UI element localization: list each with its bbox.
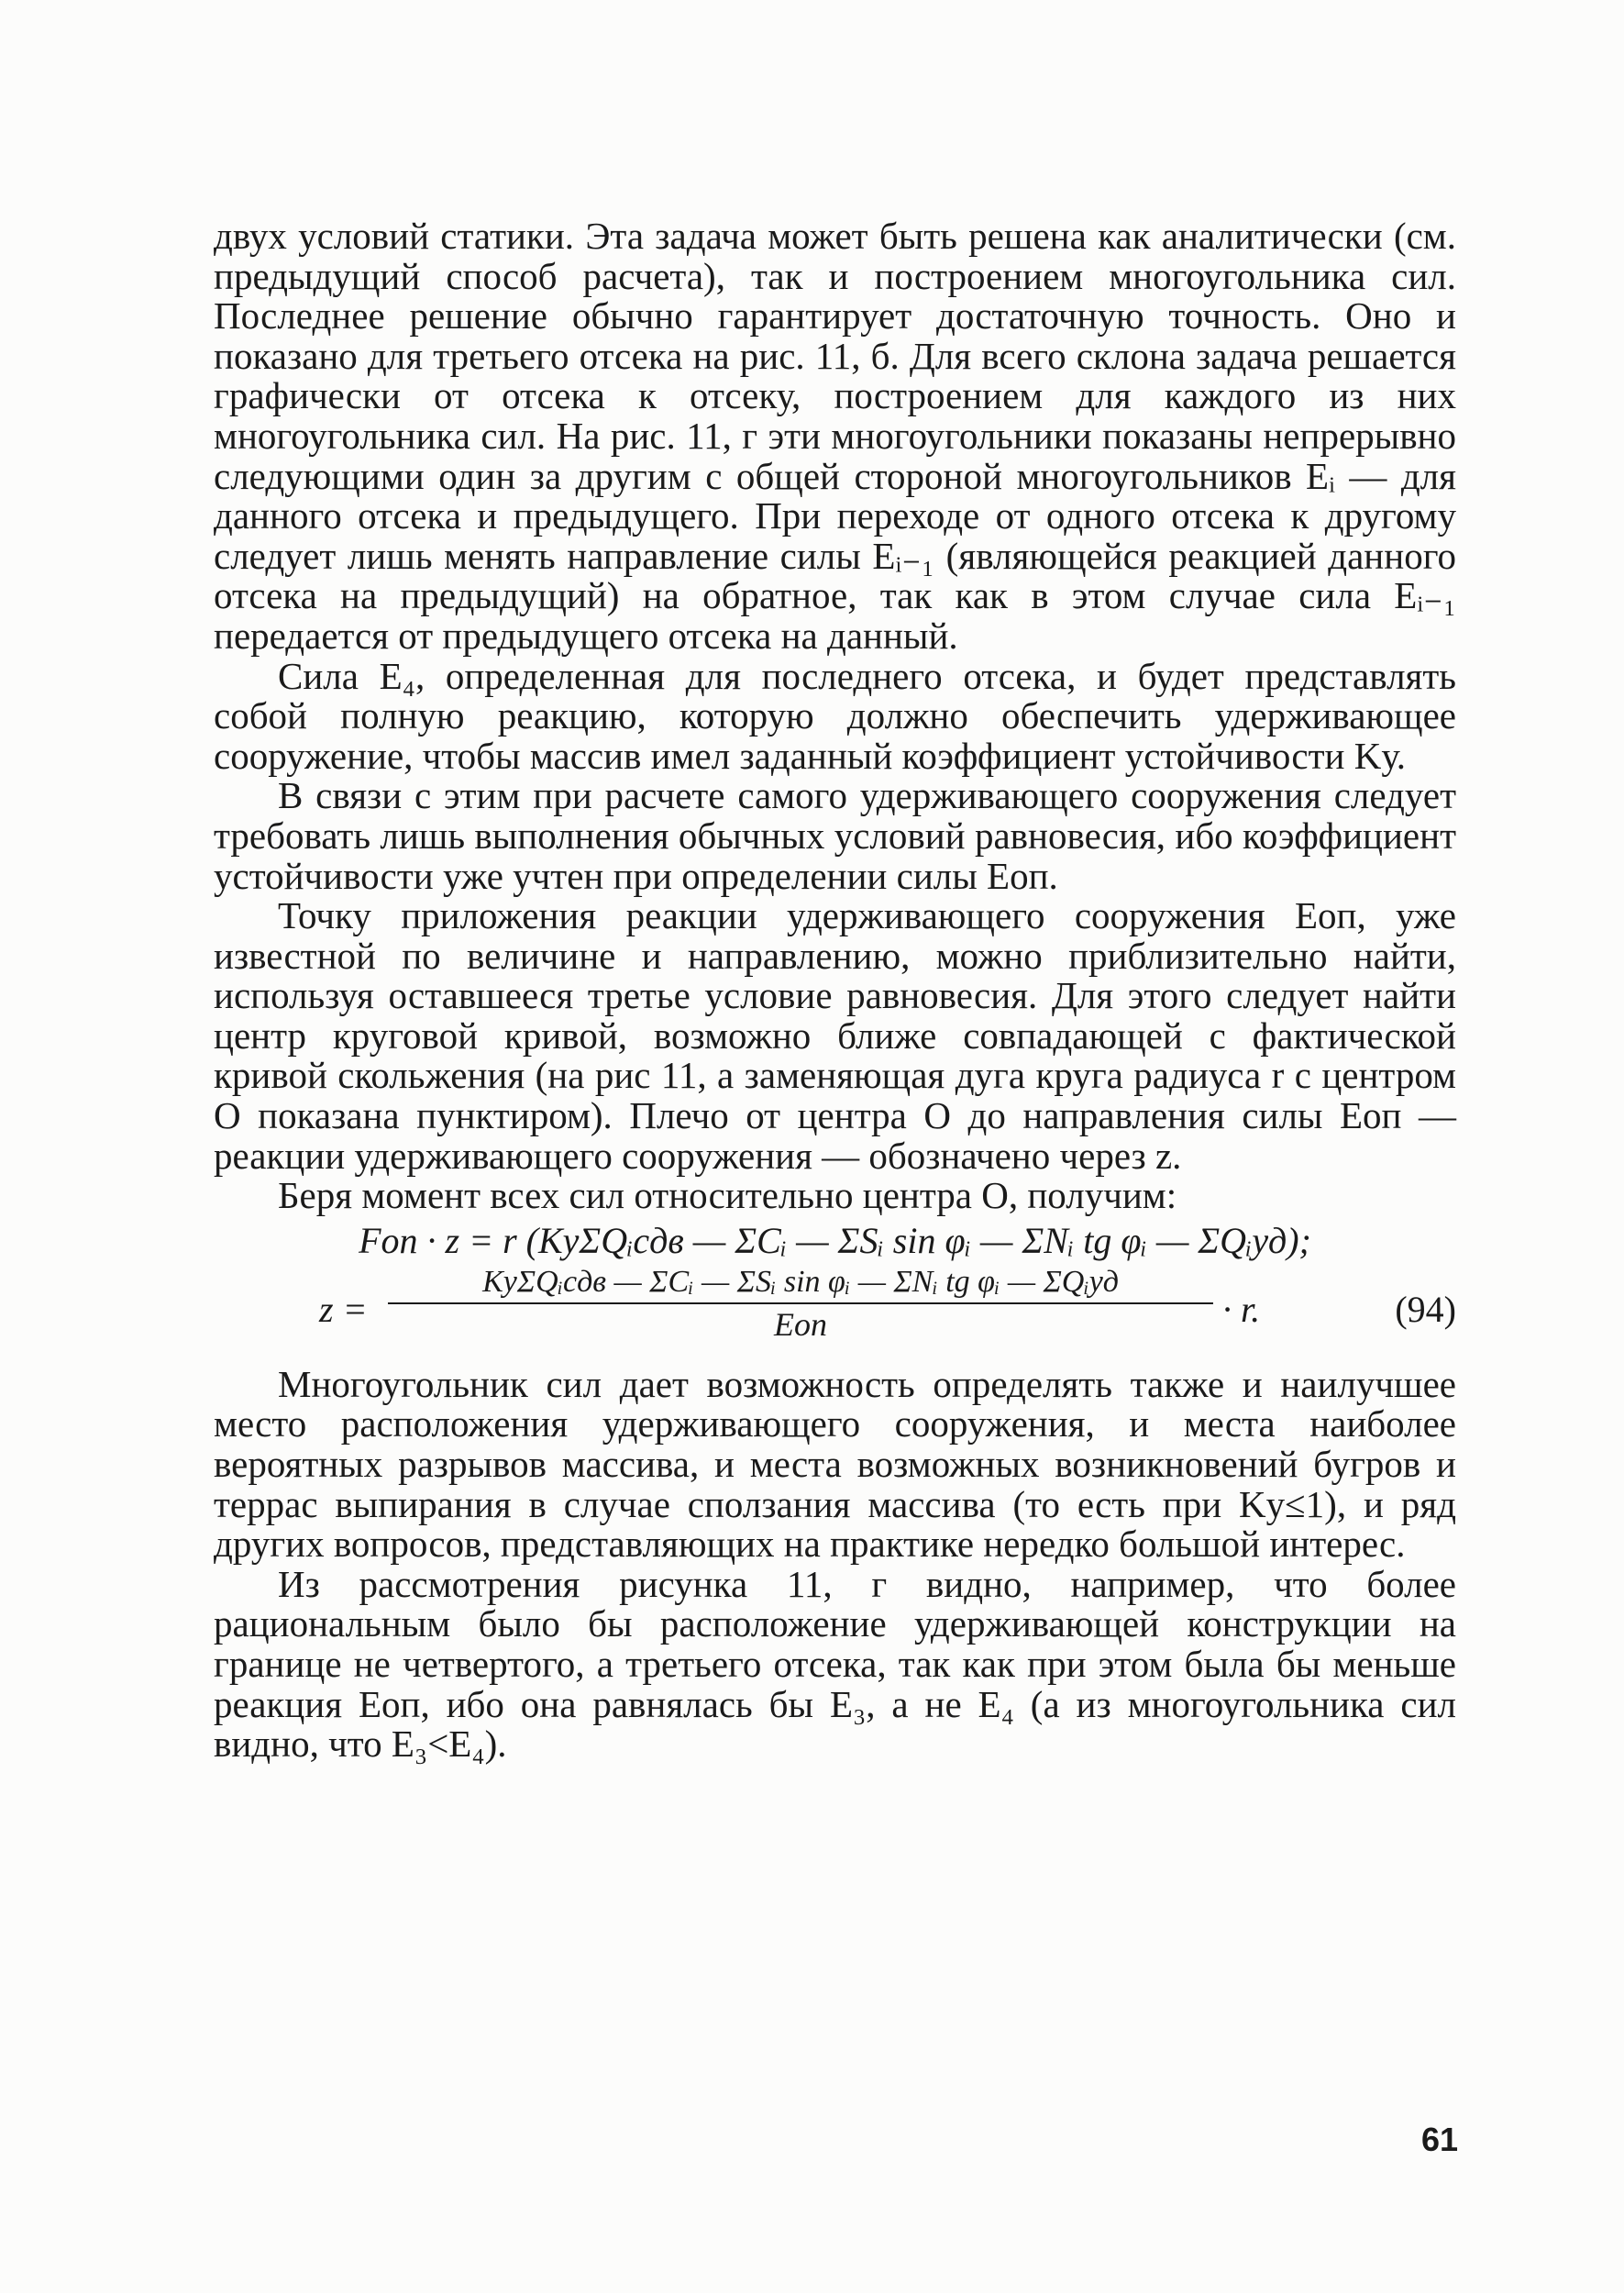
formula-tail: · r. xyxy=(1222,1288,1261,1330)
paragraph-application-point: Точку приложения реакции удерживающего сооружения Eоп, уже известной по величине и направлению, можно приблизительно найти, используя оставшееся третье условие равновесия. Для этого следует найти центр круговой кривой, возможно ближе совпадающей с фактической кривой скольжения (на рис 11, а заменяющая дуга круга радиуса r с центром O показана пунктиром). Плечо от центра O до направления силы Eоп — реакции удерживающего сооружения — обозначено через z. xyxy=(214,894,1456,1177)
formula-numerator: KуΣQᵢсдв — ΣCᵢ — ΣSᵢ sin φᵢ — ΣNᵢ tg φᵢ — ΣQᵢуд xyxy=(388,1262,1213,1304)
paragraph-conclusion: Из рассмотрения рисунка 11, г видно, например, что более рациональным было бы расположение удерживающей конструкции на границе не четвертого, а третьего отсека, так как при этом была бы меньше реакция Eоп, ибо она равнялась бы E₃, а не E₄ (а из многоугольника сил видно, что E₃<E₄). xyxy=(214,1562,1456,1766)
paragraph-moment: Беря момент всех сил относительно центра O, получим: xyxy=(278,1174,1177,1217)
formula-94 xyxy=(214,1220,1456,1357)
equation-number: (94) xyxy=(1395,1288,1456,1330)
formula-fraction xyxy=(388,1262,1213,1345)
paragraph-continued: двух условий статики. Эта задача может быть решена как аналитически (см. предыдущий способ расчета), так и построением многоугольника сил. Последнее решение обычно гарантирует достаточную точность. Оно и показано для третьего отсека на рис. 11, б. Для всего склона задача решается графически от отсека к отсеку, построением для каждого из них многоугольника сил. На рис. 11, г эти многоугольники показаны непрерывно следующими один за другим с общей стороной многоугольников Eᵢ — для данного отсека и предыдущего. При переходе от одного отсека к другому следует лишь менять направление силы Eᵢ₋₁ (являющейся реакцией данного отсека на предыдущий) на обратное, так как в этом случае сила Eᵢ₋₁ передается от предыдущего отсека на данный. xyxy=(214,215,1456,657)
paragraph-equilibrium: В связи с этим при расчете самого удерживающего сооружения следует требовать лишь выполнения обычных условий равновесия, ибо коэффициент устойчивости уже учтен при определении силы Eоп. xyxy=(214,774,1456,897)
page-number: 61 xyxy=(1421,2121,1459,2158)
formula-moment-equation: Fоп · z = r (KуΣQᵢсдв — ΣCᵢ — ΣSᵢ sin φᵢ — ΣNᵢ tg φᵢ — ΣQᵢуд); xyxy=(359,1219,1311,1261)
formula-denominator: Eоп xyxy=(774,1305,827,1343)
formula-lhs: z = xyxy=(319,1288,368,1330)
paragraph-force-e4: Сила E₄, определенная для последнего отсека, и будет представлять собой полную реакцию, которую должно обеспечить удерживающее сооружение, чтобы массив имел заданный коэффициент устойчивости Kу. xyxy=(214,654,1456,777)
body-text xyxy=(214,216,1456,1765)
paragraph-polygon-use: Многоугольник сил дает возможность определять также и наилучшее место расположения удерживающего сооружения, и места наиболее вероятных разрывов массива, и места возможных возникновений бугров и террас выпирания в случае сползания массива (то есть при Kу≤1), и ряд других вопросов, представляющих на практике нередко большой интерес. xyxy=(214,1362,1456,1566)
formula-z-row xyxy=(214,1262,1456,1357)
